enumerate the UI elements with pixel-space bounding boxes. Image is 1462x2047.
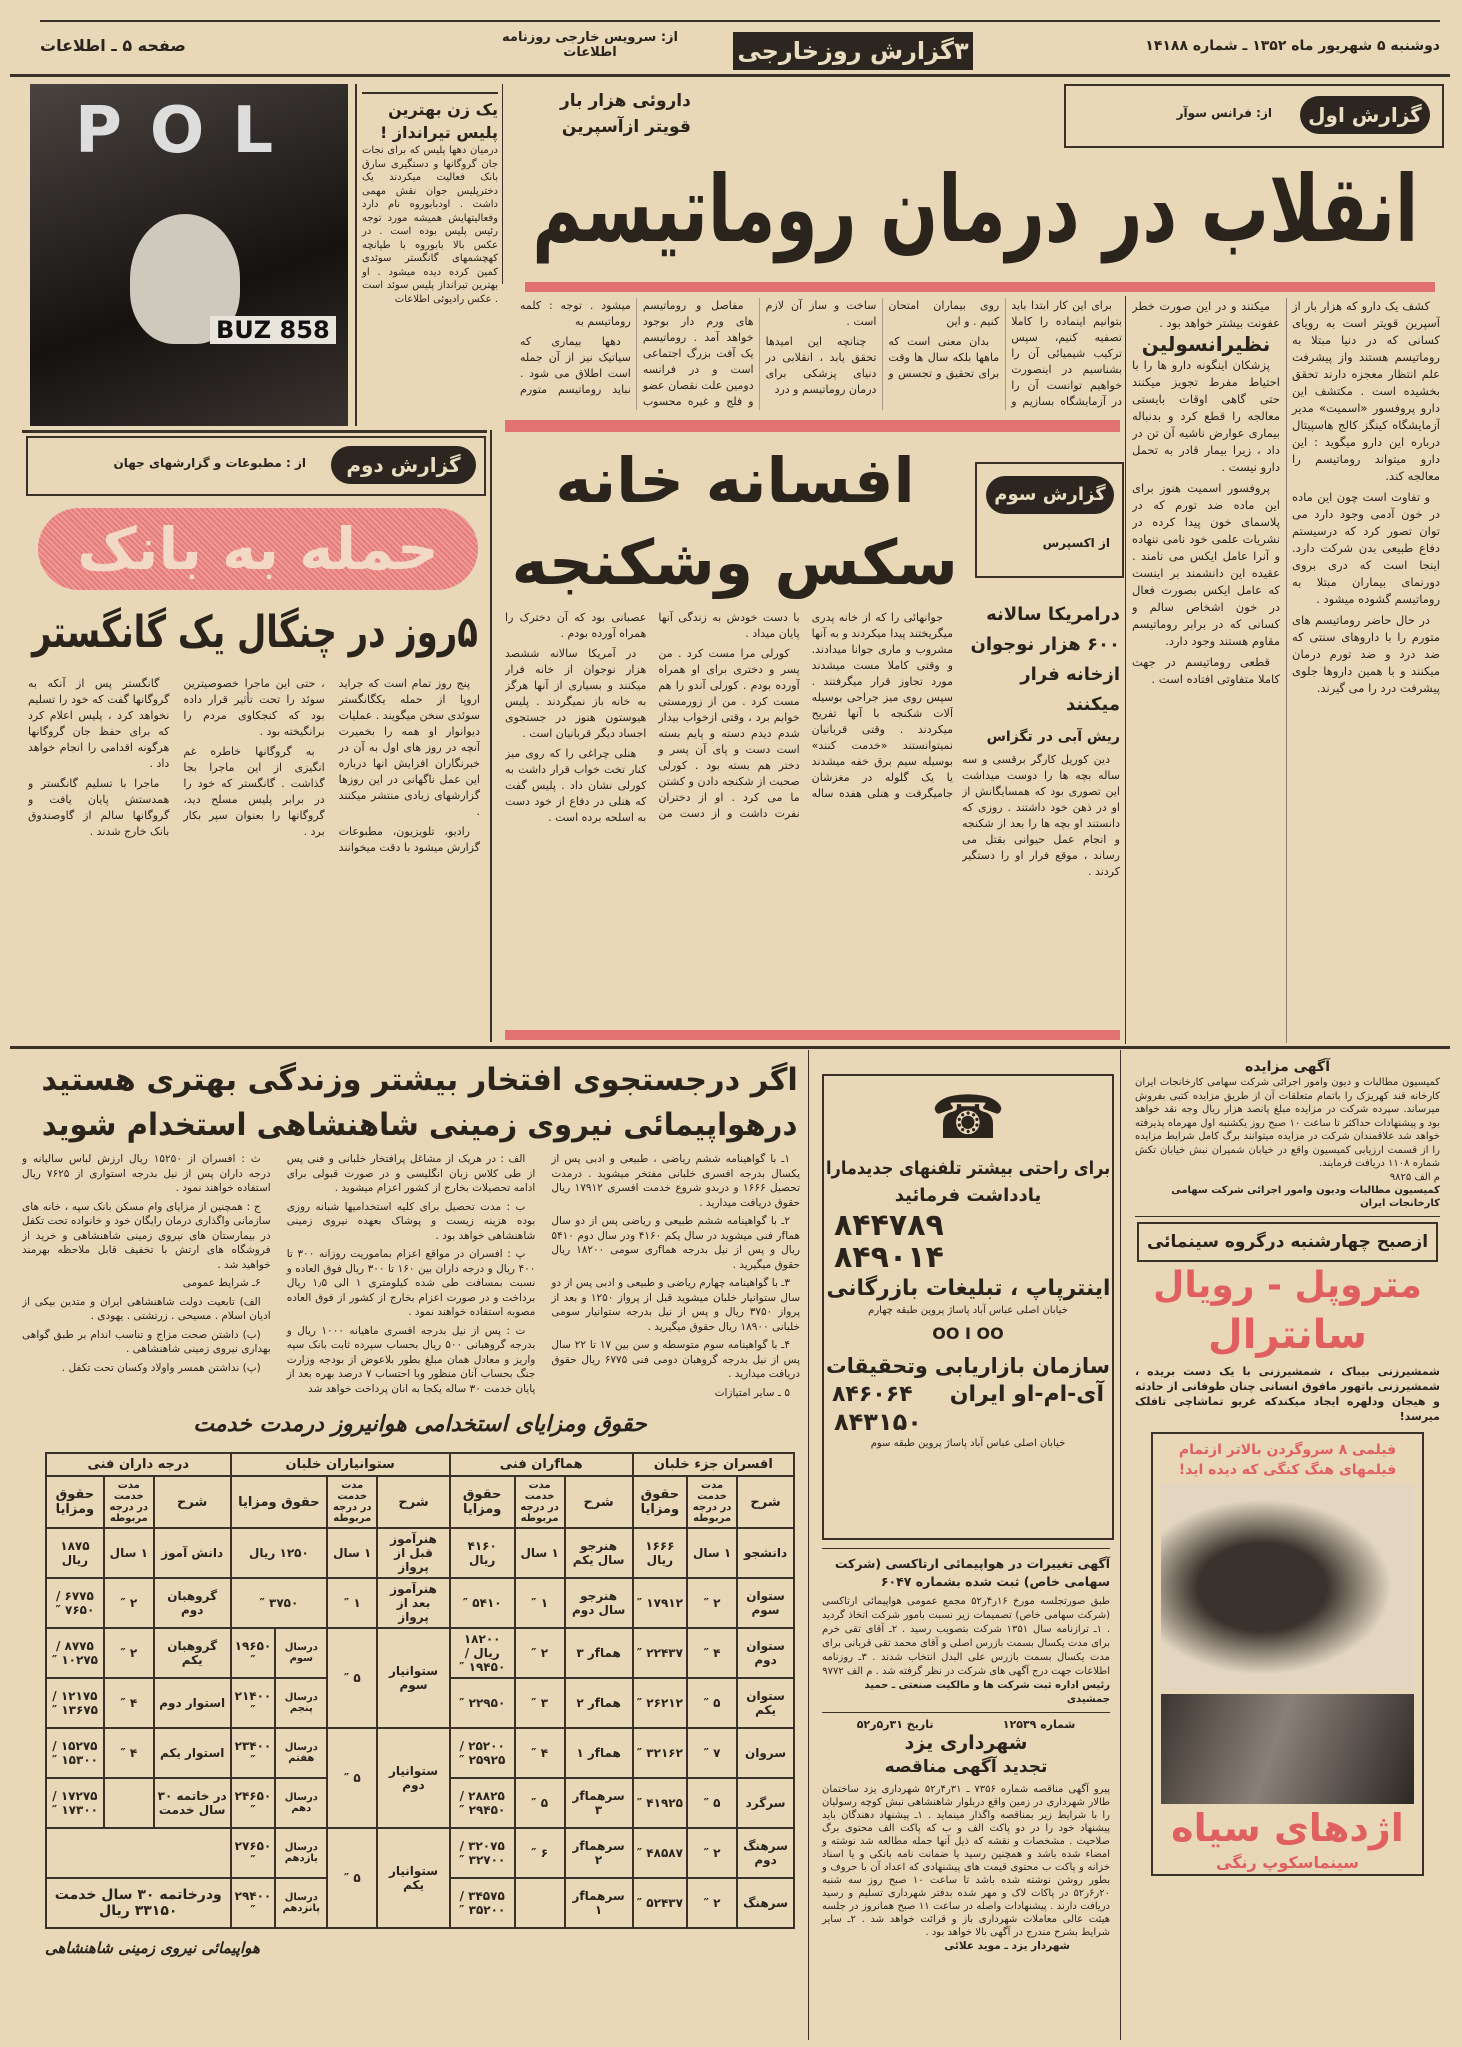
table-cell: ۱۹۶۵۰ ″ [231,1628,276,1678]
report3-side-column [962,600,1120,1028]
phone-number: ۸۴۶۰۶۴ [832,1382,913,1407]
sidebar-story [362,84,498,306]
table-cell: ستوانیار یکم [377,1828,450,1928]
table-cell: ۱۶۶۶ ریال [633,1528,687,1578]
column-heading: شرح [737,1476,794,1528]
report-source: از : مطبوعات و گزارشهای جهان [113,456,306,470]
report1-headline: انقلاب در درمان روماتیسم [531,156,1419,263]
column-heading: مدت خدمت در درجه مربوطه [687,1476,737,1528]
notice-ref: م الف ۹۸۲۵ [1389,1171,1440,1183]
rule [22,430,487,433]
article-text [505,610,953,1030]
source-line: اطلاعات [563,45,617,60]
paragraph: بدان معنی است که ماهها بلکه سال ها وقت برای تحقیق و تجسس و ساخت و ساز آن لازم است . [765,299,1000,380]
table-cell: ۴ ″ [515,1728,565,1778]
rule [822,1548,1110,1549]
company-name: آی-ام-او ایران [949,1382,1104,1407]
table-cell: ۴ ″ [104,1728,154,1778]
photo-sign-text: POL [75,94,302,168]
paragraph: ت : پس از نیل بدرجه افسری ماهیانه ۱۰۰۰ ریال و بدرجه گروهبانی ۵۰۰ ریال بحساب سپرده ثابت بانک سپه واریز و معادل همان مبلغ بطور بلاعوض از بودجه وزارت جنگ بحساب آنان منظور وبا احتساب ۷ درصد بهره بعد از پایان خدمت ۳۰ ساله یکجا به انان پرداخت خواهد شد [286,1324,536,1395]
table-cell: ۵۴۱۰ ″ [450,1578,515,1628]
table-cell: ۷ ″ [687,1728,737,1778]
table-cell: دانش آموز [154,1528,231,1578]
kicker-line: قویتر ازآسپرین [561,117,691,137]
rule [1125,296,1126,1044]
paragraph: پزشکان اینگونه دارو ها را با احتیاط مفرط تجویز میکنند حتی گاهی اوقات بایستی معالجه را قطع کرد و بدنباله بیماری عوارض ناشیه آن تن در داد ، زیرا بیمار قادر به تحمل دارو نیست . [1132,358,1280,474]
ad-row [824,1437,1112,1451]
ad-row [824,1304,1112,1318]
table-cell: ۵ ″ [327,1828,377,1928]
red-rule [505,420,1120,432]
report1-columns-top [520,298,1122,410]
report3-headline [510,440,960,604]
notice-signer: کمیسیون مطالبات ودیون وامور اجرائی شرکت سهامی کارخانجات ایران [1171,1184,1440,1209]
table-cell: ۲۵۲۰۰ / ۲۵۹۲۵ ″ [450,1728,515,1778]
paragraph: و تفاوت است چون این ماده در خون آدمی وجود دارد می توان تصور کرد که درسیستم دفاع طبیعی بدن شرکت دارد. اینجا است که دری بروی دورنمای بیماران مبتلا به روماتیسم گشوده میشود . [1292,490,1440,606]
ad-row [824,1274,1112,1304]
table-cell: ۶۷۷۵ / ۷۶۵۰ ″ [46,1578,104,1628]
auction-notice [1135,1058,1440,1211]
table-cell: گروهبان یکم [154,1628,231,1678]
paragraph: ۴ـ با گواهینامه سوم متوسطه و سن بین ۱۷ تا ۲۲ سال پس از نیل بدرجه گروهبان دومی فنی ۶۷۷۵ ریال حقوق دریافت میدارید . [551,1339,800,1380]
airforce-body [22,1152,800,1404]
film-title-row [1153,1804,1422,1852]
paragraph: برای این کار ابتدا باید بتوانیم اینماده را کاملا تصفیه کنیم، سپس ترکیب شیمیائی آن را بشناسیم در اینصورت خواهیم توانست آن را در آزمایشگاه بسازیم و روی بیماران امتحان کنیم . و این [888,299,1122,408]
phone-number: ۸۴۹۰۱۴ [834,1240,944,1275]
table-cell: ۱۷۹۱۲ ″ [633,1578,687,1628]
paragraph: ب : مدت تحصیل برای کلیه استخدامیها شبانه روزی بوده هزینه زیست و پوشاک بعهده نیروی زمینی شاهنشاهی خواهد بود . [286,1200,536,1242]
article-text [1132,298,1440,1043]
article-text [28,676,480,1041]
table-cell: ۲۸۸۲۵ / ۲۹۴۵۰ ″ [450,1778,515,1828]
phone-number: ۸۴۳۱۵۰ [834,1408,922,1436]
paragraph: پ : افسران در مواقع اعزام بماموریت روزانه ۳۰۰ تا ۴۰۰ ریال و درجه داران بین ۱۶۰ تا ۳۰۰ ریال فوق العاده و نسبت بمسافت طی شده کیلومتری ۱ الی ۱٫۵ ریال برداخت و در صورت اعزام بخارج از کشور از فوق العاده مصوبه استفاده خواهند نمود . [286,1248,536,1318]
film-blurb: شمشیرزنی بیباک ، شمشیرزنی با یک دست بریده ، شمشیرزنی باتهور مافوق انسانی چنان طوفانی از حادثه و هیجان ودلهره ایجاد میکندکه غریو تماشاچی تافلک میرسد! [1135,1364,1440,1423]
report3-subhead: درامریکا سالانه ۶۰۰ هزار نوجوان ازخانه فرار میکنند [970,604,1120,715]
table-cell: ۲ ″ [515,1628,565,1678]
table-cell: ۳۲۰۷۵ / ۳۲۷۰۰ ″ [450,1828,515,1878]
table-cell: درسال پنجم [275,1678,327,1728]
headline-line: سکس وشکنجه [511,526,959,599]
table-cell: دانشجو [737,1528,794,1578]
table-cell: ۵ ″ [515,1778,565,1828]
table-title: حقوق ومزایای استخدامی هوانیروز درمدت خدمت [193,1412,647,1437]
report-source: از اکسپرس [1042,536,1110,550]
table-cell: درسال پانزدهم [275,1878,327,1928]
ad-row [824,1156,1112,1182]
ad-text: یادداشت فرمائید [894,1185,1042,1206]
report2-columns [28,676,480,1041]
table-title-row [40,1408,800,1442]
table-cell: ۲ ″ [687,1828,737,1878]
column-heading: شرح [154,1476,231,1528]
notice-number: شماره ۱۲۵۳۹ [1002,1718,1076,1731]
cinema-banner-box [1137,1222,1438,1262]
notice-title: شهرداری یزد [904,1732,1028,1754]
phone-ad [822,1074,1114,1540]
table-cell: ۱ سال [687,1528,737,1578]
report-badge: گزارش دوم [331,446,476,484]
paragraph: الف : در هریک از مشاغل پرافتخار خلبانی و فنی پس از طی کلاس زبان انگلیسی و در صورت قبولی برای ادامه تحصیلات بخارج از کشور اعزام میشوید . [286,1153,536,1194]
table-cell: ۱ سال [104,1528,154,1578]
cinema-names: متروپل - رویال [1153,1264,1422,1306]
table-cell: ۶ ″ [515,1828,565,1878]
table-cell: ۴ ″ [104,1678,154,1728]
table-row [46,1828,794,1878]
table-cell [515,1878,565,1928]
company-name: سازمان بازاریابی وتحقیقات [826,1354,1110,1378]
paragraph: میکنند و در این صورت خطر عفونت بیشتر خواهد بود . [1132,299,1280,330]
company-name: اینترپاپ ، تبلیغات بازرگانی [826,1276,1110,1301]
rule [1135,1216,1440,1217]
article-text [22,1152,800,1404]
film-title: اژدهای سیاه [1171,1805,1404,1850]
table-cell: ۲ ″ [104,1578,154,1628]
paragraph: ۱ـ با گواهینامه ششم ریاضی ، طبیعی و ادبی پس از یکسال بدرجه افسری خلبانی مفتخر میشوید . درمدت تحصیل ۱۶۶۶ و دربدو شروع خدمت افسری ۱۷۹۱۲ ریال حقوق دریافت میدارید . [551,1153,800,1209]
table-cell: ۲۴۶۵۰ ″ [231,1778,276,1828]
notice-signer: شهردار یزد ـ موید علائی [944,1940,1070,1952]
article-text [520,298,1122,410]
column-heading: مدت خدمت در درجه مربوطه [327,1476,377,1528]
table-cell: هماfر ۳ [565,1628,633,1678]
table-group-heading: هماfران فنی [450,1453,633,1476]
airforce-headline [40,1058,800,1148]
rule [10,1046,1450,1049]
report1-header-box [1064,84,1444,148]
table-row [46,1628,794,1678]
report2-headline: ۵روز در چنگال یک گانگستر [32,607,478,658]
headline-line: درهواپیمائی نیروی زمینی شاهنشاهی استخدام شوید [42,1107,798,1143]
paragraph: قطعی روماتیسم در جهت کاملا متفاوتی افتاده است . [1132,655,1280,686]
table-cell: سرگرد [737,1778,794,1828]
report-source: از: فرانس سوآر [1176,106,1272,120]
paragraph: کشف یک دارو که هزار بار از آسپرین قویتر است به رویای کسانی که در دنیا مبتلا به روماتیسم هستند واز پیشرفت علم انتظار معجزه دارند تحقق بخشیده است . مکتشف این دارو پروفسور «اسمیت» مدیر آزمایشگاه کینگز کالج هاسپیتال درباره این دارو میگوید : این دارو میتواند روماتیسم را معالجه کند. [1292,299,1440,483]
table-cell: ۱ سال [327,1528,377,1578]
table-cell: ستوانیار سوم [377,1628,450,1728]
notices-column [822,1548,1110,1953]
table-cell: ۲۱۴۰۰ ″ [231,1678,276,1728]
table-group-header [46,1453,794,1476]
paragraph: در حال حاضر روماتیسم های متورم را با داروهای سنتی که ضد درد و ضد تورم درمان میکنند و با همین داروها جلوی پیشرفت درد را می گیرند. [1292,613,1440,695]
paragraph: گانگستر پس از آنکه به گروگانها گفت که خود را تسلیم نخواهد کرد ، پلیس اعلام کرد که برای حفظ جان گروگانها هرگونه اقدامی را انجام خواهد داد . [28,677,170,770]
paragraph: پروفسور اسمیت هنوز برای این ماده ضد تورم که در پلاسمای خون پیدا کرده در نشریات علمی خود نامی ننهاده و آنرا عامل ایکس می نامند . عقیده این دانشمند بر اینست که عامل ایکس بصورت فعال در خون اشخاص سالم و کسانی که در برابر روماتیسم مقاوم هستند وجود دارد. [1132,481,1280,648]
headline-row [510,440,960,522]
red-rule [525,282,1435,292]
table-cell: ۲ ″ [687,1578,737,1628]
ad-row [824,1182,1112,1210]
table-cell: ۵ ″ [687,1778,737,1828]
table-cell: درسال سوم [275,1628,327,1678]
table-row [46,1578,794,1628]
story-title: یک زن بهترین پلیس تیرانداز ! [379,100,498,142]
paragraph: دهها بیماری که سیاتیک نیز از آن جمله است اطلاق می شود . نباید روماتیسم متورم [520,335,631,396]
table-group-heading: افسران جزء خلبان [633,1453,794,1476]
table-cell: سرهنگ [737,1878,794,1928]
right-bottom-column [1135,1058,1440,1876]
table-cell: هماfر ۱ [565,1728,633,1778]
paragraph: هنلی چراغی را که روی میز کنار تخت خواب قرار داشت به کورلی نشان داد . پلیس گفت که هنلی در دفاع از خود دست به اسلحه برده است . [505,747,647,824]
table-cell: ۱۸۷۵ ریال [46,1528,104,1578]
table-cell: ۴ ″ [687,1628,737,1678]
column-heading: مدت خدمت در درجه مربوطه [515,1476,565,1528]
notice-title: آگهی تغییرات در هواپیمائی ارتاکسی (شرکت سهامی خاص) ثبت شده بشماره ۶۰۴۷ [834,1556,1110,1589]
column-heading: حقوق ومزایا [450,1476,515,1528]
paragraph: مفاصل و روماتیسم های ورم دار بوجود خواهد آمد . روماتیسم یک آفت بزرگ اجتماعی است و در فرانسه دومین علت نقصان عضو و فلج و غیره محسوب میشود . توجه : کلمه روماتیسم به [520,299,754,408]
address: خیابان اصلی عباس آباد پاساژ پروین طبقه چهارم [868,1305,1068,1316]
table-cell: ۵ ″ [687,1678,737,1728]
report2-pink-pill [38,508,478,590]
notice-body: کمیسیون مطالبات و دیون وامور اجرائی شرکت سهامی کارخانجات ایران کارخانه قند کهریزک را باتمام متعلقات آن از طریق مزایده کتبی بفروش میرساند. سپرده شرکت در مزایده مبلغ پانصد هزار ریال وجه نقد خواهد بود و پیشنهادات حداکثر تا ساعت ۱۰ صبح روز یکشنبه اول مهرماه پذیرفته خواهد شد علاقمندان شرکت در مزایده میتوانند برگ کامل شرایط مزایده را از قسمت ارزیابی کمیسیون واقع در خیابان شمیران نبش خیابان تکش شماره ۱۱۰۸ دریافت فرمایند. [1135,1077,1440,1169]
paragraph: رادیو، تلویزیون، مطبوعات گزارش میشود با دقت میخوانند ، حتی این ماجرا خصوصیترین سوئد را تحت تأثیر قرار داده بود که کنجکاوی مردم را برانگیخته بود . [183,677,480,854]
table-row [46,1728,794,1778]
paragraph: در آمریکا سالانه ششصد هزار نوجوان از خانه فرار میکنند و بسیاری از آنها هرگز به خانه باز نمیگردند . پلیس هیوستون هنوز در جستجوی اجساد دیگر قربانیان است . [505,647,647,740]
table-cell: سرهماfر ۳ [565,1778,633,1828]
notice-body: پیرو آگهی مناقصه شماره ۷۳۵۶ ـ ۳۱ر۴ر۵۲ شهرداری یزد ساختمان طالار شهرداری در زمین واقع دربلوار شاهنشاهی نبش کوچه رسولیان را با شرایط زیر بمناقصه واگذار مینماید . ۱ـ پیشنهاد دهندگان باید پیشنهاد خود را در دو پاکت الف و ب که پاکت الف محتوی برگ صلاحیت . مشخصات و نقشه که ذیل آنها جمله مطالعه شد نوشته و امضاء شده باشد و همچنین رسید یا ضمانت نامه بانکی و یا اسناد خزانه و پاکت ب محتوی قیمت های پیشنهادی که اعداد آن با حروف و بطور روشن نوشته شده باشد تا ساعت ۱۰ صبح روز سه شنبه ۲۰ر۶ر۵۲ در پاکات لاک و مهر شده بدفتر شهرداری تسلیم و رسید دریافت دارند . پیشنهادات واصله در ساعت ۱۱ صبح همانروز در جلسه هیئت عالی معاملات شهرداری باز و قرائت خواهد شد . ۲ـ سایر شرایط بشرح مندرج در آگهی بالا خواهد بود . [822,1784,1110,1938]
table-cell: ۲۷۶۵۰ ″ [231,1828,276,1878]
cinema-row [1135,1310,1440,1360]
headline-row [510,522,960,604]
police-photo [30,84,348,426]
paragraph: ۳ـ با گواهینامه چهارم ریاضی و طبیعی و ادبی پس از دو سال ستوانیار خلبان میشوید قبل از پرواز ۱۲۵۰ و بعد از پرواز ۳۷۵۰ ریال و پس از نیل بدرجه ستوانیار سومی خلبانی ۱۸۹۰۰ ریال حقوق میگیرید . [551,1277,800,1333]
table-cell: درسال هفتم [275,1728,327,1778]
paragraph: جوانهائی را که از خانه پدری میگریختند پیدا میکردند و به آنها مشروب و ماری جوانا میدادند. و وقتی کاملا مست میشدند مورد تجاوز قرار میگرفتند . سپس روی میز جراحی بوسیله آلات شکنجه با آنها تفریح میکردند . وقتی قربانیان نمیتوانستند «خدمت کنند» بوسیله سیم برق خفه میشدند یا یک گلوله در مغزشان جامیگرفت و هنلی هفده ساله با دست خودش به زندگی آنها پایان میداد . [658,611,953,800]
table-cell: استوار یکم [154,1728,231,1778]
phone-number: ۸۴۴۷۸۹ [834,1208,944,1243]
table-cell: ۱۷۲۷۵ / ۱۷۳۰۰ ″ [46,1778,104,1828]
report-badge: گزارش سوم [986,476,1114,514]
table-cell: ستوانیار دوم [377,1728,450,1828]
table-cell: ۳۲۱۶۲ ″ [633,1728,687,1778]
report2-headline-row [30,598,480,668]
license-plate: BUZ 858 [210,316,336,344]
film-tagline: فیلمی ۸ سروگردن بالاتر ازتمام فیلمهای هنگ کنگی که دیده اید! [1178,1441,1397,1478]
table-cell: هنرجو سال یکم [565,1528,633,1578]
table-cell: ۲ ″ [687,1878,737,1928]
article-text [962,752,1120,1028]
report-badge: گزارش اول [1300,96,1430,134]
imo-logo: OO I OO [932,1324,1004,1343]
paragraph: ۶ـ شرایط عمومی [182,1277,261,1289]
table-cell: ۲۹۴۰۰ ″ [231,1878,276,1928]
report1-columns-right [1132,298,1440,1043]
notice-body: طبق صورتجلسه مورخ ۱۶ر۴ر۵۲ مجمع عمومی هواپیمائی ارتاکسی (شرکت سهامی خاص) تصمیمات زیر نسبت بامور شرکت اتخاذ گردید . ۱ـ ترازنامه سال ۱۳۵۱ شرکت بتصویب رسید . ۲ـ آقای تقی خرم برای مدت یکسال بسمت بازرس اصلی و آقای محمد تقی قربانی برای مدت یکسال بسمت بازرس علی البدل انتخاب شدند . ۳ـ روزنامه اطلاعات جهت درج آگهی های شرکت در نظر گرفته شد . م الف ۹۷۷۲ [822,1596,1111,1677]
table-cell: ۵ ″ [327,1728,377,1828]
paragraph: کورلی مرا مست کرد . من پسر و دختری برای او همراه آورده بودم . کورلی آندو را هم مست کرد . من از زورمستی خوابم برد ، وقتی ازخواب بیدار شدم دیدم دسته و پایم بسته است دست و پای آن پسر و دختر هم بسته بود . کورلی صحبت از شکنجه دادن و کشتن ما می کرد . او از دختران نفرت داشت و از دست من عصبانی بود که آن دخترک را همراه آورده بودم . [505,611,800,820]
paragraph: (ب) داشتن صحت مزاج و تناسب اندام بر طبق گواهی بهداری نیروی زمینی شاهنشاهی . [22,1328,271,1355]
notice-title: تجدید آگهی مناقصه [884,1757,1048,1777]
paragraph: دین کوریل کارگر برقسی و سه ساله بچه ها را دوست میداشت این تصوری بود که همسایگانش از او در ذهن خود داشتند . روزی که دانستند او بچه ها را بعد از شکنجه و انجام عمل حیوانی بقتل می رساند ، موقع فرار او را دستگیر کردند . [962,753,1120,878]
notice-date: تاریخ ۳۱ر۵ر۵۲ [856,1718,934,1731]
table-cell: سرهنگ دوم [737,1828,794,1878]
table-cell: ستوان دوم [737,1628,794,1678]
paragraph: ث : افسران از ۱۵۲۵۰ ریال ارزش لباس سالیانه و درجه داران پس از نیل بدرجه استواری از ۷۶۲۵ ریال استفاده خواهند نمود . [22,1153,271,1194]
column-heading: مدت خدمت در درجه مربوطه [104,1476,154,1528]
column-heading: حقوق ومزایا [633,1476,687,1528]
table-cell: در خاتمه ۳۰ سال خدمت [154,1778,231,1828]
rule [1120,1050,1121,2040]
rule [808,1050,809,2040]
rule [10,74,1450,77]
rule [502,84,503,284]
table-group-heading: ستوانیاران خلبان [231,1453,450,1476]
table-column-header [46,1476,794,1528]
report3-header-box [975,462,1124,578]
table-cell [104,1778,154,1828]
table-group-heading: درجه داران فنی [46,1453,231,1476]
rule [355,84,357,426]
column-heading: حقوق ومزایا [231,1476,328,1528]
ad-row [824,1350,1112,1382]
table-row [46,1528,794,1578]
paragraph: پنج روز تمام است که جراید اروپا از حمله یکگانگستر سوئدی سخن میگویند . عملیات دیوانوار او همه را بخمیرت آنچه در روز های اول به آن در خبرنگاران افزایش انها درباره این عمل ناگهانی در این روزها گزارشهای زیادی منتشر میکنند . [338,677,480,818]
paragraph: الف) تابعیت دولت شاهنشاهی ایران و متدین بیکی از ادیان اسلام . مسیحی . زرتشتی . یهودی . [22,1295,271,1322]
headline-row [40,1058,800,1103]
table-cell: ۲ ″ [104,1628,154,1678]
rule [490,430,492,1042]
table-cell: ۱ ″ [327,1578,377,1628]
table-cell: ۲۲۴۳۷ ″ [633,1628,687,1678]
paragraph: ج : همچنین از مزایای وام مسکن بانک سپه ، خانه های سازمانی واگذاری درمان رایگان خود و خانواده تحت تکفل در بیمارستان های نیروی زمینی شاهنشاهی و خرید از فروشگاه های ارتش با تخفیف قابل ملاحظه بهرمند خواهید شد . [22,1200,271,1271]
table-cell: سرهماfر ۲ [565,1828,633,1878]
table-cell: ۱۲۵۰ ریال [231,1528,328,1578]
cinema-names: سانترال [1208,1311,1368,1358]
swordfighters-image [1161,1484,1414,1690]
table-cell: گروهبان دوم [154,1578,231,1628]
report2-pink-title: حمله به بانک [77,515,439,583]
cinema-ad [1135,1262,1440,1424]
cinema-row [1135,1262,1440,1310]
table-cell: ۲۲۹۵۰ ″ [450,1678,515,1728]
empty-cell [46,1828,231,1878]
final-pay-note: ودرخاتمه ۳۰ سال خدمت ۳۳۱۵۰ ریال [46,1878,231,1928]
table-cell: هنرآموز قبل از پرواز [377,1528,450,1578]
page-number: صفحه ۵ ـ اطلاعات [40,36,186,55]
table-cell: ۳ ″ [515,1678,565,1728]
table-cell: ۱ ″ [515,1578,565,1628]
report3-columns [505,610,953,1030]
table-cell: ۱۵۲۷۵ / ۱۵۳۰۰ ″ [46,1728,104,1778]
paragraph: ۵ ـ سایر امتیازات [714,1386,790,1399]
table-cell: هنرآموز بعد از پرواز [377,1578,450,1628]
cinema-banner: ازصبح چهارشنبه درگروه سینمائی [1146,1231,1429,1252]
story-body: درمیان دهها پلیس که برای نجات جان گروگانها و دستگیری سارق بانک فعالیت میکردند یک دخترپلیس جوان نقش مهمی داشت . اودبابوروه نام دارد وفعالیتهایش همیشه مورد توجه رئیس پلیس بوده است . در عکس بالا بابوروه با طپانچه کهچشمهای گانگستر سوئدی کمین کرده دیده میشود . او بهترین تیرانداز پلیس سوئد است . عکس رادیوئی اطلاعات [362,145,498,305]
yazd-notice [822,1718,1110,1953]
column-heading: حقوق ومزایا [46,1476,104,1528]
table-cell: ۲۶۲۱۲ ″ [633,1678,687,1728]
film-format: سینماسکوپ رنگی [1216,1852,1359,1872]
table-cell: ۱۸۲۰۰ ریال / ۱۹۴۵۰ ″ [450,1628,515,1678]
table-cell: سرهماfر ۱ [565,1878,633,1928]
rule [362,92,498,94]
report1-kicker [560,88,691,140]
ad-text: برای راحتی بیشتر تلفنهای جدیدمارا [825,1158,1111,1179]
paragraph: به گروگانها خاطره غم انگیزی از این ماجرا بجا گذاشت . گانگستر که خود را در برابر پلیس مسلح دید، گروگانها را بعنوان سپر بکار برد . [183,745,325,838]
table-cell: ۵ ″ [327,1628,377,1728]
airforce-signature: هواپیمائی نیروی زمینی شاهنشاهی [45,1939,260,1957]
report3-subhead2: ریش آبی در تگزاس [986,729,1120,745]
paragraph: چنانچه این امیدها تحقق یابد ، انقلابی در دنیای پزشکی برای درمان روماتیسم و درد [765,335,877,396]
table-cell: درسال دهم [275,1778,327,1828]
table-cell: هماfر ۲ [565,1678,633,1728]
table-cell: درسال یازدهم [275,1828,327,1878]
film-still-image [1161,1694,1414,1804]
report2-header-box [26,436,486,496]
table-cell: هنرجو سال دوم [565,1578,633,1628]
source-line: از: سرویس خارجی روزنامه [502,30,678,45]
film-poster [1151,1432,1424,1876]
rule [822,1712,1110,1713]
subhead: نظیرانسولین [1141,332,1271,356]
table-cell: ۱ سال [515,1528,565,1578]
address: خیابان اصلی عباس آباد پاساژ پروین طبقه سوم [870,1438,1066,1449]
table-cell: سروان [737,1728,794,1778]
table-cell: ۳۷۵۰ ″ [231,1578,328,1628]
table-cell: ۳۴۵۷۵ / ۳۵۲۰۰ ″ [450,1878,515,1928]
table-cell: ستوان یکم [737,1678,794,1728]
red-rule [505,1030,1120,1040]
column-heading: شرح [565,1476,633,1528]
headline-line: افسانه خانه [555,444,915,517]
taxi-notice [822,1555,1110,1707]
column-heading: شرح [377,1476,450,1528]
headline-line: اگر درجستجوی افتخار بیشتر وزندگی بهتری هستید [41,1062,799,1098]
table-cell: ستوان سوم [737,1578,794,1628]
section-title: ۳گزارش روزخارجی [733,32,973,70]
report1-headline-row [530,150,1420,270]
table-cell: ۴۱۶۰ ریال [450,1528,515,1578]
table-cell: ۴۸۵۸۷ ″ [633,1828,687,1878]
table-cell: ۴۱۹۲۵ ″ [633,1778,687,1828]
paragraph: ماجرا با تسلیم گانگستر و همدستش پایان یافت و گروگانها سالم از گاوصندوق بانک خارج شدند . [28,777,170,838]
kicker-line: داروئی هزار بار [560,91,691,111]
paragraph: ۲ـ با گواهینامه ششم طبیعی و ریاضی پس از دو سال هماfر فنی میشوید در سال یکم ۴۱۶۰ ودر سال دوم ۵۴۱۰ ریال و پس از نیل بدرجه هماfری سومی ۱۸۲۰۰ ریال حقوق میگیرید . [551,1215,800,1271]
notice-title: آگهی مزایده [1244,1059,1330,1075]
telephone-icon: ☎ [930,1083,1006,1153]
table-cell: ۵۲۴۳۷ ″ [633,1878,687,1928]
rule [40,20,1440,22]
pay-table-container [45,1452,795,1957]
date-issue: دوشنبه ۵ شهریور ماه ۱۳۵۲ ـ شماره ۱۴۱۸۸ [1145,38,1440,54]
pay-table [45,1452,795,1929]
notice-signer: رئیس اداره ثبت شرکت ها و مالکیت صنعتی ـ حمید جمشیدی [864,1680,1110,1705]
header-source [500,30,680,60]
table-cell: ۱۲۱۷۵ / ۱۳۶۷۵ ″ [46,1678,104,1728]
table-cell: ۸۷۷۵ / ۱۰۲۷۵ ″ [46,1628,104,1678]
paragraph: (پ) نداشتن همسر واولاد وکسان تحت تکفل . [61,1361,261,1374]
table-cell: ۲۳۴۰۰ ″ [231,1728,276,1778]
table-cell: استوار دوم [154,1678,231,1728]
headline-row [40,1103,800,1148]
